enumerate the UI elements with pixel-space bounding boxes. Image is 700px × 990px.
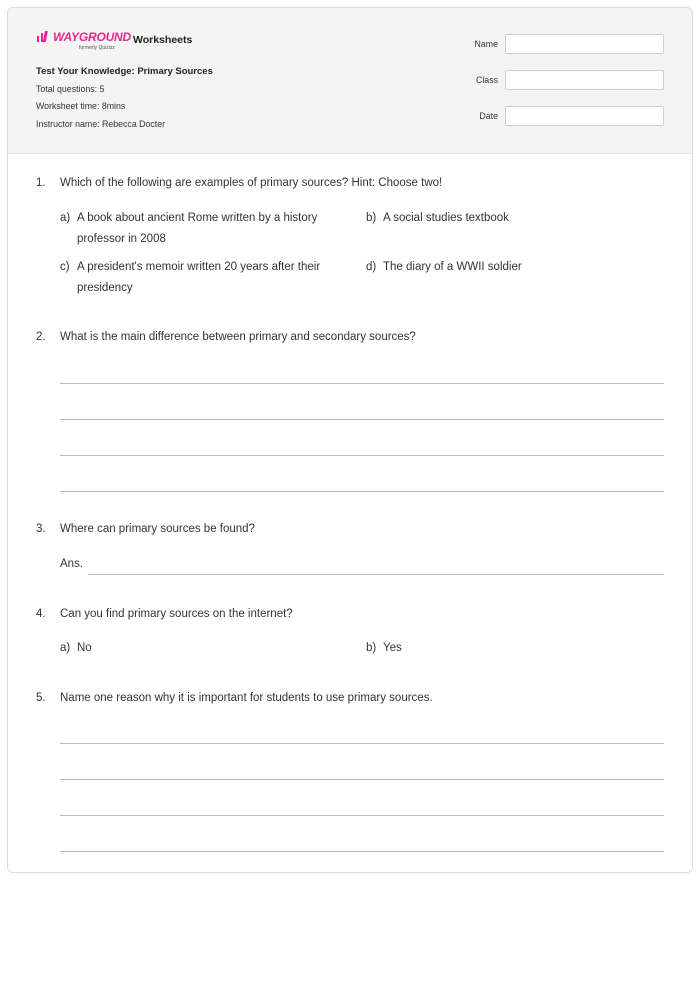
worksheet-time: Worksheet time: 8mins — [36, 101, 126, 111]
brand-name: WAYGROUND — [53, 30, 131, 44]
answer-line[interactable] — [60, 455, 664, 456]
instructor-name: Instructor name: Rebecca Docter — [36, 119, 166, 129]
answer-line[interactable] — [60, 851, 664, 852]
question-4-option-b[interactable]: b) Yes — [366, 642, 402, 654]
app-label: Worksheets — [133, 34, 193, 46]
question-1-text: Which of the following are examples of primary sources? Hint: Choose two! — [60, 177, 443, 189]
question-4-option-a[interactable]: a) No — [60, 642, 92, 654]
class-label: Class — [476, 75, 498, 85]
total-questions: Total questions: 5 — [36, 84, 105, 94]
answer-line[interactable] — [60, 815, 664, 816]
question-4-text: Can you find primary sources on the internet? — [60, 608, 293, 620]
answer-line[interactable] — [60, 383, 664, 384]
question-1-option-c[interactable]: c) A president's memoir written 20 years after their presidency — [60, 261, 321, 294]
question-2-text: What is the main difference between primary and secondary sources? — [60, 331, 416, 343]
date-label: Date — [479, 111, 498, 121]
question-3-number: 3. — [36, 523, 46, 535]
question-2-number: 2. — [36, 331, 46, 343]
name-field[interactable] — [505, 34, 664, 54]
answer-label: Ans. — [60, 558, 84, 570]
answer-line[interactable] — [60, 491, 664, 492]
answer-line[interactable] — [60, 779, 664, 780]
question-1-option-b[interactable]: b) A social studies textbook — [366, 212, 509, 224]
question-5-text: Name one reason why it is important for students to use primary sources. — [60, 692, 433, 704]
worksheet-header — [8, 8, 692, 154]
date-field[interactable] — [505, 106, 664, 126]
question-4-number: 4. — [36, 608, 46, 620]
question-3-text: Where can primary sources be found? — [60, 523, 255, 535]
class-field[interactable] — [505, 70, 664, 90]
answer-line[interactable] — [60, 743, 664, 744]
worksheet-card — [7, 7, 693, 873]
brand-subtitle: formerly Quizizz — [79, 45, 115, 51]
answer-line[interactable] — [88, 574, 664, 575]
worksheet-title: Test Your Knowledge: Primary Sources — [36, 66, 213, 77]
question-1-option-d[interactable]: d) The diary of a WWII soldier — [366, 261, 522, 273]
answer-line[interactable] — [60, 419, 664, 420]
wayground-logo-icon — [36, 30, 52, 44]
question-1-option-a[interactable]: a) A book about ancient Rome written by a history professor in 2008 — [60, 212, 318, 245]
question-5-number: 5. — [36, 692, 46, 704]
name-label: Name — [474, 39, 498, 49]
question-1-number: 1. — [36, 177, 46, 189]
